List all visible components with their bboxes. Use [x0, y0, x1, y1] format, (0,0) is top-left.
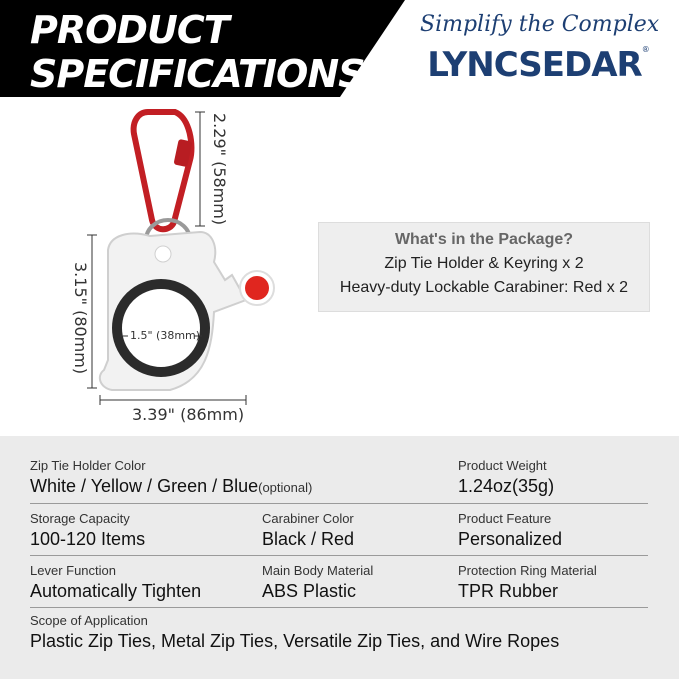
banner-title-line1: PRODUCT [30, 8, 229, 52]
row-divider [30, 503, 648, 504]
spec-value: Automatically Tighten [30, 581, 202, 601]
spec-value [30, 476, 312, 497]
spec-value: Personalized [458, 529, 563, 549]
spec-value: 100-120 Items [30, 529, 146, 549]
banner-title-line2: SPECIFICATIONS [30, 52, 365, 96]
zip-tie-holder-image [100, 232, 274, 390]
brand-name: LYNCSEDAR [427, 45, 642, 85]
row-divider [30, 555, 648, 556]
spec-capacity [30, 511, 145, 550]
spec-lever [30, 563, 201, 602]
spec-label: Zip Tie Holder Color [30, 458, 146, 473]
spec-value: Black / Red [262, 529, 355, 549]
spec-label: Scope of Application [30, 613, 148, 628]
spec-value: 1.24oz(35g) [458, 476, 555, 496]
spec-holder-color [30, 458, 312, 497]
inner-diameter-label: 1.5" (38mm) [130, 329, 201, 342]
spec-feature [458, 511, 562, 550]
holder-color-note: (optional) [258, 480, 313, 495]
spec-weight [458, 458, 554, 497]
registered-mark: ® [641, 45, 649, 54]
row-divider [30, 607, 648, 608]
spec-ring-material [458, 563, 597, 602]
spec-label: Protection Ring Material [458, 563, 597, 578]
carabiner-height-label: 2.29" (58mm) [210, 113, 229, 226]
brand-tagline: Simplify the Complex [420, 12, 660, 37]
spec-value: ABS Plastic [262, 581, 357, 601]
spec-label: Product Weight [458, 458, 547, 473]
holder-color-value: White / Yellow / Green / Blue [30, 476, 259, 496]
specs-table [0, 436, 679, 679]
spec-label: Storage Capacity [30, 511, 130, 526]
package-contents-box [318, 222, 650, 312]
spec-label: Main Body Material [262, 563, 374, 578]
spec-value: TPR Rubber [458, 581, 559, 601]
holder-width-label: 3.39" (86mm) [132, 405, 245, 424]
spec-carabiner-color [262, 511, 354, 550]
package-item-carabiner: Heavy-duty Lockable Carabiner: Red x 2 [339, 279, 629, 296]
package-item-holder: Zip Tie Holder & Keyring x 2 [384, 255, 584, 272]
spec-label: Lever Function [30, 563, 116, 578]
spec-value: Plastic Zip Ties, Metal Zip Ties, Versatile Zip Ties, and Wire Ropes [30, 631, 560, 651]
holder-height-label: 3.15" (80mm) [71, 262, 90, 375]
spec-label: Product Feature [458, 511, 552, 526]
spec-label: Carabiner Color [262, 511, 354, 526]
package-title: What's in the Package? [394, 231, 574, 248]
carabiner-image [134, 112, 193, 229]
spec-body-material [262, 563, 373, 602]
spec-scope [30, 613, 559, 652]
